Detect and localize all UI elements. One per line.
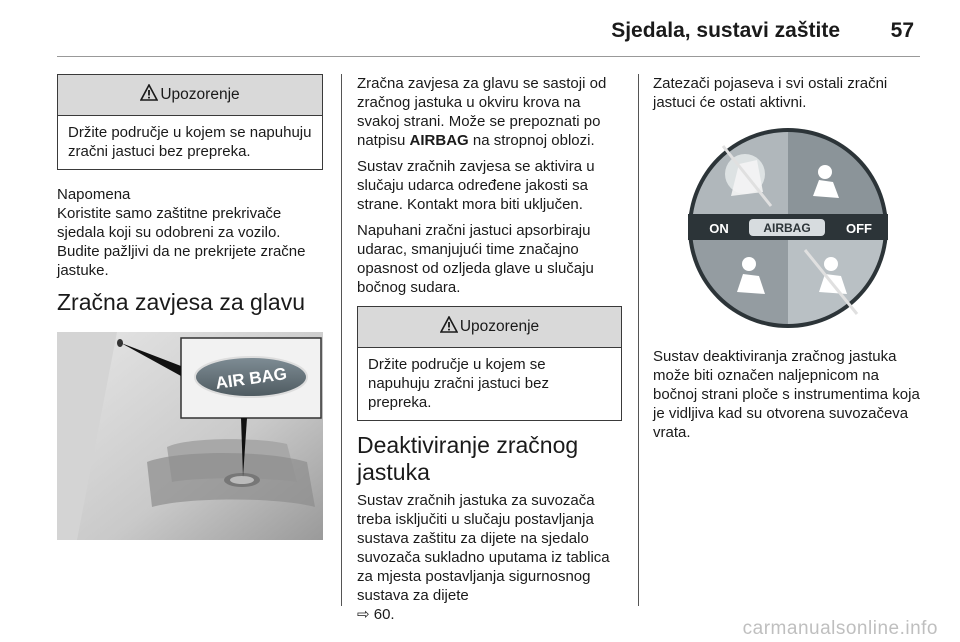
column-2 — [357, 74, 622, 624]
warning-text: Držite područje u kojem se napuhuju zračni jastuci bez prepreka. — [368, 356, 549, 411]
page-header-title: Sjedala, sustavi zaštite — [611, 19, 840, 42]
page-reference-icon: ⇨ — [357, 606, 370, 623]
paragraph-pretensioners: Zatezači pojaseva i svi ostali zračni jastuci će ostati aktivni. — [653, 75, 888, 111]
warning-box — [357, 306, 622, 421]
paragraph-activation: Sustav zračnih zavjesa se aktivira u slučaju udarca određene jakosti sa strane. Kontakt mora biti uključen. — [357, 158, 595, 213]
paragraph-absorption: Napuhani zračni jastuci apsorbiraju udarac, smanjujući time značajno opasnost od ozljeda glave u slučaju bočnog sudara. — [357, 222, 594, 296]
note-label: Napomena — [57, 186, 131, 203]
column-divider — [341, 74, 342, 606]
note-text: Koristite samo zaštitne prekrivače sjedala koji su odobreni za vozilo. Budite pažljivi da ne prekrijete zračne jastuke. — [57, 205, 306, 279]
airbag-ceiling-photo — [57, 332, 323, 540]
paragraph-deactivation-label: Sustav deaktiviranja zračnog jastuka može biti označen naljepnicom na bočnoj strani ploče s instrumentima koja je vidljiva kad su otvorena suvozačeva vrata. — [653, 348, 920, 441]
warning-title: Upozorenje — [459, 318, 540, 335]
airbag-off-label-image — [653, 124, 921, 332]
paragraph-deactivation: Sustav zračnih jastuka za suvozača treba isključiti u slučaju postavljanja sustava zaštitu za dijete na sjedalo suvozača sukladno uputama iz tablica za mjesta postavljanja sigurnosnog sustava za dijete ⇨ 60. — [357, 492, 610, 623]
section-heading: Deaktiviranje zračnog jastuka — [357, 432, 579, 485]
column-3 — [653, 74, 921, 112]
warning-header — [358, 307, 621, 348]
badge-airbag-text: AIRBAG — [763, 221, 811, 235]
airbag-inscription: AIRBAG — [409, 132, 469, 149]
warning-triangle-icon — [140, 84, 158, 101]
warning-title: Upozorenje — [160, 86, 240, 103]
badge-on-text: ON — [709, 221, 729, 236]
section-heading: Zračna zavjesa za glavu — [57, 289, 306, 315]
warning-header — [58, 75, 322, 116]
column-1 — [57, 74, 323, 316]
badge-off-text: OFF — [846, 221, 872, 236]
page-number: 57 — [890, 19, 914, 42]
airbag-label-text: AIR BAG — [214, 364, 289, 393]
header-divider — [57, 56, 920, 57]
footer-watermark: carmanualsonline.info — [742, 618, 938, 639]
page-reference[interactable]: 60. — [373, 606, 395, 623]
column-divider — [638, 74, 639, 606]
warning-text: Držite područje u kojem se napuhuju zračni jastuci bez prepreka. — [68, 124, 312, 160]
warning-box — [57, 74, 323, 170]
warning-triangle-icon — [440, 316, 458, 333]
paragraph-curtain-intro: Zračna zavjesa za glavu se sastoji od zračnog jastuka u okviru krova na svakoj strani. Može se prepoznati po natpisu AIRBAG na stropnoj oblozi. — [357, 75, 607, 149]
column-3-lower — [653, 347, 921, 442]
